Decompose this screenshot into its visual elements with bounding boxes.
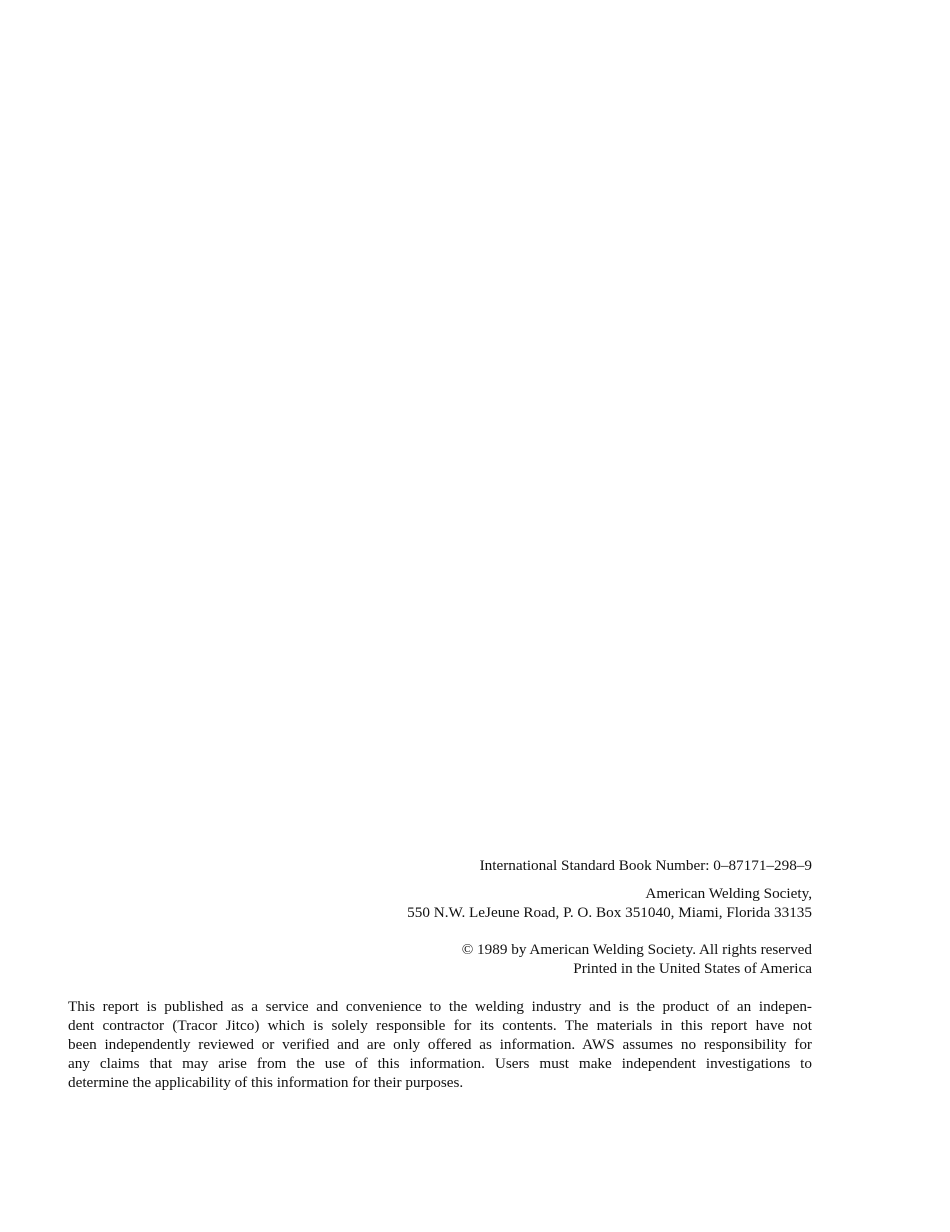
disclaimer-line: dent contractor (Tracor Jitco) which is solely responsible for its contents. The materials in this report have not [68, 1017, 812, 1034]
publisher-block [407, 884, 812, 922]
disclaimer-line: This report is published as a service and convenience to the welding industry and is the product of an indepen- [68, 998, 812, 1015]
publisher-name: American Welding Society, [645, 885, 812, 902]
publisher-address: 550 N.W. LeJeune Road, P. O. Box 351040, Miami, Florida 33135 [407, 904, 812, 921]
disclaimer-paragraph [68, 997, 812, 1092]
disclaimer-line: been independently reviewed or verified and are only offered as information. AWS assumes no responsibility for [68, 1036, 812, 1053]
isbn-block [480, 856, 812, 875]
copyright-notice: © 1989 by American Welding Society. All rights reserved [461, 941, 812, 958]
disclaimer-line: determine the applicability of this information for their purposes. [68, 1074, 464, 1091]
copyright-block [462, 940, 812, 978]
isbn-text: International Standard Book Number: 0–87171–298–9 [479, 857, 812, 874]
disclaimer-line: any claims that may arise from the use of this information. Users must make independent investigations to [68, 1055, 812, 1072]
printed-in-notice: Printed in the United States of America [573, 960, 812, 977]
